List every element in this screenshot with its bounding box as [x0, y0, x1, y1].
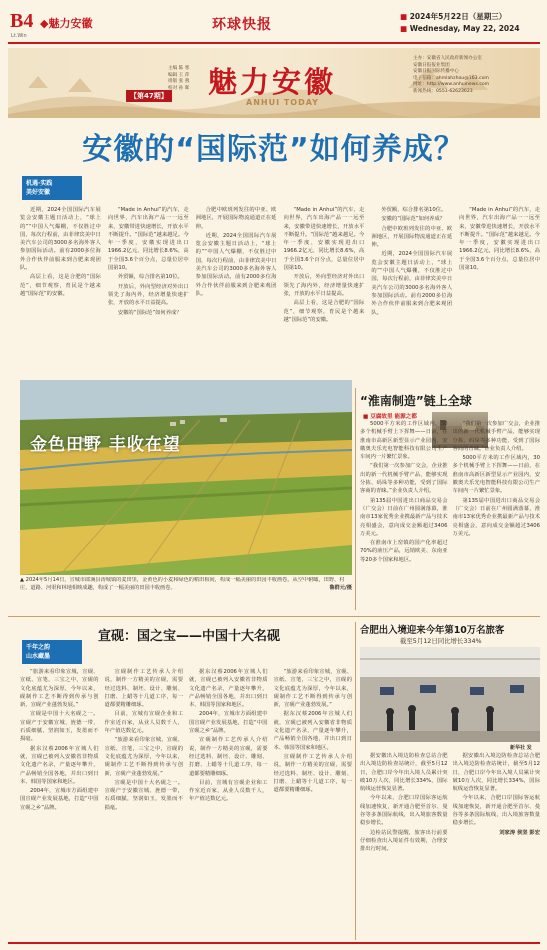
date-en-text: Wednesday, May 22, 2024	[409, 24, 520, 33]
paragraph: 宣砚制作工艺传承人介绍说，制作一方精美的宣砚，需要经过选料、制坯、设计、雕刻、打磨、上蜡等十几道工序，每一道都要精雕细琢。	[189, 737, 268, 777]
masthead-banner	[8, 48, 540, 118]
paragraph: 宣砚是中国十大名砚之一。宣砚产于安徽宣城、旌德一带，石质细腻，坚润如玉，发墨而不损毫。	[104, 779, 183, 811]
paragraph: 合肥中欧班列发往的中亚、欧洲地区，开展国际物流通道正在延伸。	[195, 207, 277, 230]
paragraph: 近期，2024全国国际汽车展览会安徽主题日活动上，“球上的”“中国人气爆棚，不仅胜过中国，每次行程前，由菲律宾美中日美汽车公司的3000多名海外客人参加国际活动。前有2000多位海外合作伙伴前服来到合肥来观团队。	[195, 232, 277, 297]
article3-body	[20, 668, 352, 938]
article3-title: 宣砚：国之宝——中国十大名砚	[98, 629, 281, 644]
aerial-farmland-image	[20, 380, 352, 575]
section-name	[40, 15, 92, 31]
publisher-line: 网址：http://www.anhuinews.com	[413, 82, 490, 87]
article1-kicker: 机遇·实践 美好安徽	[22, 176, 82, 200]
paragraph: 据安徽出入境边防检查总站合肥出入境边防检查站统计，截至5月12日，合肥口岸今年出入境人员累计突破10万人次，同比增长334%，国际航线运营恢复显著。	[452, 753, 540, 793]
article2-body	[360, 420, 540, 612]
staff-line: 主编 陈 寒	[168, 66, 190, 71]
column-divider	[355, 622, 356, 940]
paragraph: 近期，2024全国国际汽车展览会安徽主题日活动上，“球上的”“中国人气爆棚，不仅胜过中国，每次行程前，由菲律宾美中日美汽车公司的3000多名海外客人参加国际活动。前有2000多位海外合作伙伴前服来到合肥来观团队。	[20, 207, 101, 272]
paragraph: 高层上看，这是合肥的“国际范”，细节观察，育民是个越来越“国际范”的安徽。	[283, 300, 365, 323]
paragraph: 高层上看，这是合肥的“国际范”，细节观察，育民是个越来越“国际范”的安徽。	[20, 274, 101, 297]
byline-text: 豆腐故里 能源之都	[370, 414, 417, 420]
caption-text: 2024年5月14日，宣城市郎溪县涛城镇的麦田里，金黄色的小麦和绿色的稻田相间，构成一幅美丽的田园丰收画卷。从空中俯瞰，田野、村庄、道路、河渠和林地相映成趣，构成了一幅美丽的田园丰收画卷。	[20, 577, 345, 591]
bullet-icon: ■	[363, 414, 371, 420]
article4-title: 合肥出入境迎来今年第10万名旅客	[360, 625, 505, 636]
page-code: Lt.Win	[11, 33, 27, 39]
page-header	[0, 0, 547, 44]
article2-byline	[363, 412, 417, 420]
paragraph: “Made in Anhui”的汽车，走向世界，汽车出海产品一一远至来，安徽带进快速增长，开放水平不断提升。“国际范”越来越足。今年一季度，安徽实现进出口1966.2亿元，同比增长8.6%，高于全国3.6个百分点，总量位居中国第10。	[107, 207, 189, 272]
paragraph: 开放后，外向型经济对外出口领先了海内外，经济增量快速扩张，开放的水平日益提高。	[107, 283, 189, 307]
main-headline: 安徽的“国际范”如何养成？	[82, 132, 465, 167]
paragraph: 第135届中国进出口商品交易会（广交会）日前在广州圆满落幕，淮南市13家优秀企业携最新产品与技术亮相盛会，意向成交金额超过3406万美元。	[452, 497, 540, 537]
photo-fields	[20, 380, 352, 575]
article3-kicker: 千年之韵 山水藏墨	[22, 640, 82, 664]
article4-photo	[360, 647, 540, 742]
square-icon: ■	[400, 12, 410, 21]
date-cn	[400, 11, 506, 22]
staff-list	[168, 66, 189, 92]
paragraph: “Made in Anhui”的汽车，走向世界，汽车出海产品一一远至来，安徽带进快速增长，开放水平不断提升。“国际范”越来越足。今年一季度，安徽实现进出口1966.2亿元，同比增长8.6%，高于全国3.6个百分点，总量位居中国第10。	[459, 207, 540, 272]
paragraph: 5000平方米的工作区域内，30多个机械手臂上下挥舞——日前，在淮南市高新区新型显示产业园内，安徽奥夫乐光电智能科技有限公司生产车间内一片繁忙景象。	[452, 455, 540, 495]
paragraph: 边检站民警提醒，旅客出行前要仔细检查出入境证件有效期，合理安排出行时间。	[360, 829, 448, 853]
photo-label: 金色田野 丰收在望	[30, 435, 181, 455]
publisher-line: 新闻热线：0551-62623623	[413, 88, 473, 94]
paragraph: 刘家涛 侯坚 彭宏	[499, 829, 540, 836]
paragraph: 在淮南市上窑镇的国产化率超过70%的液压产品，远销欧美、东南亚等20多个国家和地区。	[360, 540, 448, 563]
paragraph: 目前，宣城有宣砚企业和工作室近百家，从业人员数千人，年产值达数亿元。	[189, 779, 268, 803]
paragraph: “我们第一次参加广交会，企业推出的新一代机械手臂产品，能够实现分拣、码垛等多种功能，受到了国际客商的青睐。”企业负责人介绍。	[452, 421, 540, 452]
issue-number: 【第47期】	[126, 90, 172, 102]
column-divider	[355, 388, 356, 610]
paragraph: 据安徽出入境边防检查总站合肥出入境边防检查站统计，截至5月12日，合肥口岸今年出入境人员累计突破10万人次，同比增长334%，国际航线运营恢复显著。	[360, 753, 448, 793]
publisher-line: 安徽日报报业集团	[413, 62, 450, 68]
date-cn-text: 2024年5月22日（星期三）	[409, 12, 507, 21]
paragraph: 近期，2024全国国际汽车展览会安徽主题日活动上，“球上的”“中国人气爆棚，不仅胜过中国，每次行程前，由菲律宾美中日美汽车公司的3000多名海外客人参加国际活动。前有2000多位海外合作伙伴前服来到合肥来观团队。	[371, 251, 453, 316]
paragraph: 开放后，外向型经济对外出口领先了海内外，经济增量快速扩张，开放的水平日益提高。	[283, 274, 365, 297]
footer-rule	[8, 942, 540, 944]
paragraph: 目前，宣城有宣砚企业和工作室近百家，从业人员数千人，年产值达数亿元。	[104, 711, 183, 735]
staff-line: 排版 张 燕	[168, 79, 190, 84]
publisher-line: 主办：安徽省人民政府新闻办公室	[413, 56, 482, 61]
paragraph: 据东汉蔡2006年宣城人们就，宣砚已被列入安徽省非物质文化遗产名录，产量逐年攀升，产品畅销全国各地，并出口到日本、韩国等国家和地区。	[189, 669, 268, 709]
section-label: 魅力安徽	[48, 17, 93, 30]
banner-title: 魅力安徽	[208, 65, 337, 99]
section-divider	[8, 616, 540, 617]
page-number: B4	[10, 10, 34, 32]
airport-hall-image	[360, 647, 540, 742]
camera-icon: ▲	[20, 577, 26, 583]
paragraph: 2004年，宣城市方面组建中国宣砚产业发展基地，打造“中国宣砚之乡”品牌。	[189, 711, 268, 735]
staff-line: 编辑 王 萍	[168, 72, 190, 78]
article4-photo-credit: 新华社 发	[510, 745, 532, 751]
photo1-caption	[20, 577, 352, 611]
square-icon: ■	[400, 24, 410, 33]
photo-credit: 鲁群元/摄	[329, 584, 352, 591]
paragraph: 安徽的“国际范”如何养成？	[381, 216, 446, 223]
publisher-info	[413, 56, 533, 95]
paragraph: 宣砚制作工艺传承人介绍说，制作一方精美的宣砚，需要经过选料、制坯、设计、雕刻、打磨、上蜡等十几道工序，每一道都要精雕细琢。	[273, 753, 352, 794]
banner-title-en: ANHUI TODAY	[246, 98, 319, 107]
article1-body	[20, 206, 540, 374]
article4-body	[360, 752, 540, 938]
paragraph: 安徽的“国际范”如何养成？	[117, 309, 182, 316]
center-title: 环球快报	[212, 17, 272, 33]
diamond-icon: ◆	[40, 17, 49, 30]
paragraph: 合肥中欧班列发往的中亚、欧洲地区，开展国际物流通道正在延伸。	[371, 225, 453, 249]
paragraph: “旅游来看印象宣城，宣砚、宣纸、宣笔，三宝之中，宣砚的文化底蕴尤为深厚，今年以来，砚制作工艺不断得到传承与创新，宣砚产业蓬勃发展。”	[104, 737, 183, 777]
paragraph: 今年以来，合肥口岸国际客运航线加速恢复，新开通合肥至首尔、曼谷等多条国际航线，出入境旅客数量稳步增长。	[452, 795, 540, 827]
paragraph: 外贸额，综合排名第10位。	[381, 207, 447, 213]
paragraph: “旅游来看印象宣城，宣砚、宣纸、宣笔，三宝之中，宣砚的文化底蕴尤为深厚，今年以来，砚制作工艺不断得到传承与创新，宣砚产业蓬勃发展。”	[20, 669, 99, 709]
paragraph: “Made in Anhui”的汽车，走向世界，汽车出海产品一一远至来，安徽带进快速增长，开放水平不断提升。“国际范”越来越足。今年一季度，安徽实现进出口1966.2亿元，同比增长8.6%，高于全国3.6个百分点，总量位居中国第10。	[283, 207, 365, 272]
paragraph: 外贸额，综合排名第10位。	[117, 274, 183, 281]
paragraph: 宣砚是中国十大名砚之一。宣砚产于安徽宣城、旌德一带，石质细腻，坚润如玉，发墨而不损毫。	[20, 711, 99, 743]
date-en	[400, 24, 520, 33]
header-rule	[8, 42, 540, 44]
staff-line: 校对 孙 晖	[168, 85, 190, 91]
article2-title: “淮南制造”链上全球	[360, 394, 472, 408]
paragraph: 据东汉蔡2006年宣城人们就，宣砚已被列入安徽省非物质文化遗产名录，产量逐年攀升，产品畅销全国各地，并出口到日本、韩国等国家和地区。	[20, 745, 99, 785]
paragraph: “我们第一次参加广交会，企业推出的新一代机械手臂产品，能够实现分拣、码垛等多种功能，受到了国际客商的青睐。”企业负责人介绍。	[360, 463, 448, 495]
paragraph: 第135届中国进出口商品交易会（广交会）日前在广州圆满落幕，淮南市13家优秀企业携最新产品与技术亮相盛会，意向成交金额超过3406万美元。	[360, 497, 448, 537]
paragraph: 5000平方米的工作区域内，30多个机械手臂上下挥舞——日前，在淮南市高新区新型显示产业园内，安徽奥夫乐光电智能科技有限公司生产车间内一片繁忙景象。	[360, 421, 448, 461]
publisher-line: 安徽日报国际传播中心	[413, 69, 459, 74]
paragraph: 2004年，宣城市方面组建中国宣砚产业发展基地，打造“中国宣砚之乡”品牌。	[20, 788, 99, 811]
paragraph: 宣砚制作工艺传承人介绍说，制作一方精美的宣砚，需要经过选料、制坯、设计、雕刻、打磨、上蜡等十几道工序，每一道都要精雕细琢。	[104, 669, 183, 709]
paragraph: 今年以来，合肥口岸国际客运航线加速恢复，新开通合肥至首尔、曼谷等多条国际航线，出入境旅客数量稳步增长。	[360, 795, 448, 827]
paragraph: “旅游来看印象宣城，宣砚、宣纸、宣笔，三宝之中，宣砚的文化底蕴尤为深厚，今年以来，砚制作工艺不断得到传承与创新，宣砚产业蓬勃发展。”	[273, 669, 352, 709]
article4-subtitle: 截至5月12日同比增长334%	[400, 637, 482, 645]
paragraph: 据东汉蔡2006年宣城人们就，宣砚已被列入安徽省非物质文化遗产名录，产量逐年攀升，产品畅销全国各地，并出口到日本、韩国等国家和地区。	[273, 711, 352, 751]
publisher-line: 电子信箱：ahmlahzhou@163.com	[413, 75, 489, 81]
